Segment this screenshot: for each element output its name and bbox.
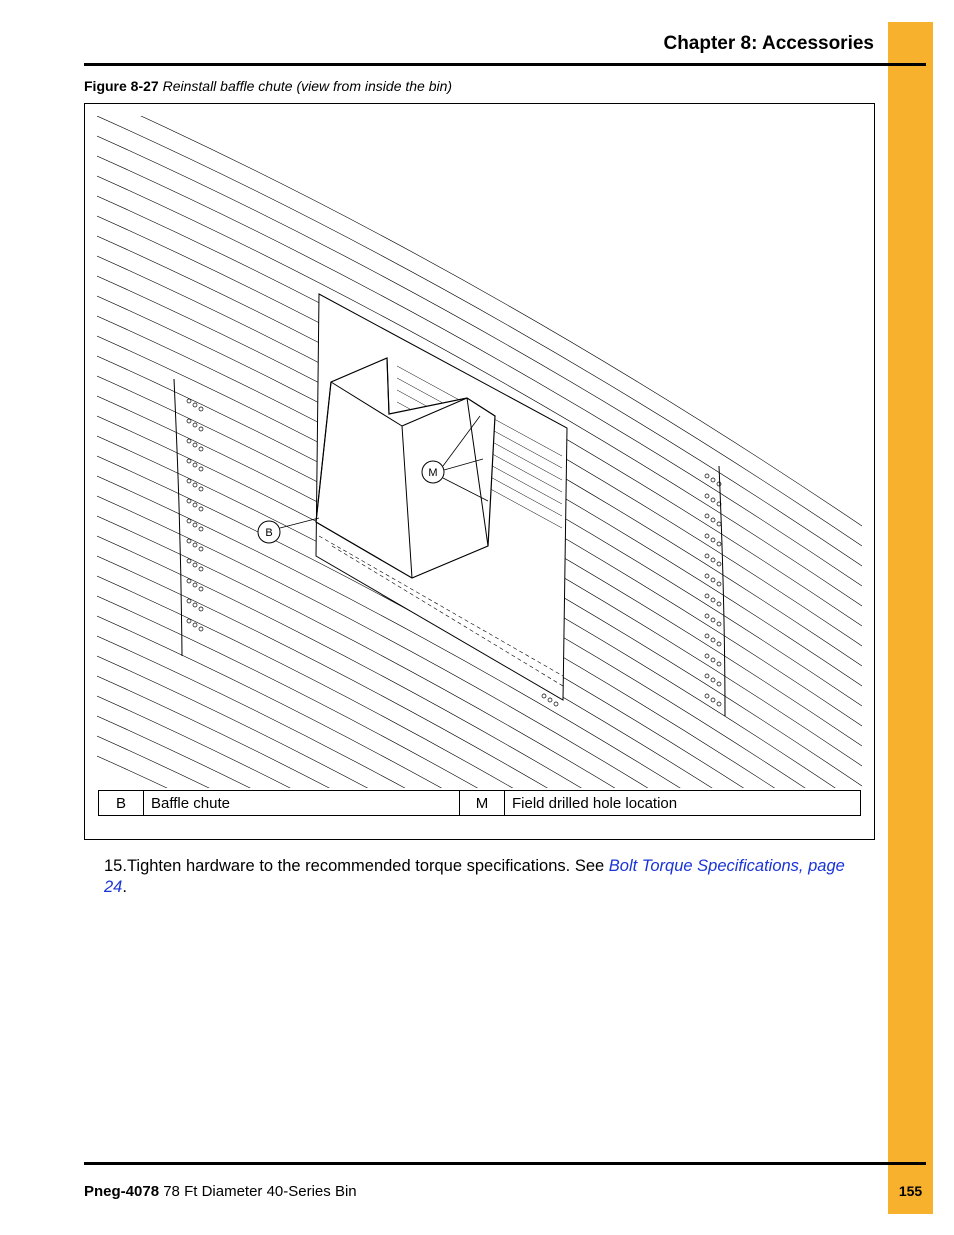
callout-b-label: B bbox=[265, 527, 273, 539]
step-text: Tighten hardware to the recommended torque specifications. See bbox=[126, 857, 609, 875]
figure-legend bbox=[98, 790, 861, 816]
chapter-side-tab bbox=[888, 22, 933, 1214]
step-end: . bbox=[122, 878, 127, 896]
legend-key-m: M bbox=[460, 791, 505, 815]
figure-title: Reinstall baffle chute (view from inside the bin) bbox=[162, 78, 453, 94]
figure-frame bbox=[84, 103, 875, 840]
footer-rule bbox=[84, 1162, 926, 1165]
instruction-step bbox=[104, 856, 864, 898]
doc-code: Pneg-4078 bbox=[84, 1183, 160, 1200]
legend-label-m: Field drilled hole location bbox=[512, 794, 678, 812]
doc-title: 78 Ft Diameter 40-Series Bin bbox=[159, 1183, 357, 1200]
chapter-title: Chapter 8: Accessories bbox=[663, 33, 874, 54]
figure-caption bbox=[84, 78, 452, 94]
footer-doc-title bbox=[84, 1183, 357, 1200]
legend-key-b: B bbox=[99, 791, 144, 815]
baffle-chute-drawing bbox=[97, 116, 862, 788]
figure-number: Figure 8-27 bbox=[84, 78, 159, 94]
step-number: 15. bbox=[104, 857, 127, 875]
callout-m-label: M bbox=[428, 467, 438, 479]
header-rule bbox=[84, 63, 926, 66]
legend-label-b: Baffle chute bbox=[144, 791, 460, 815]
bolt-torque-link[interactable]: Bolt Torque Specifications, page 24 bbox=[104, 857, 845, 896]
page-number: 155 bbox=[898, 1183, 923, 1199]
